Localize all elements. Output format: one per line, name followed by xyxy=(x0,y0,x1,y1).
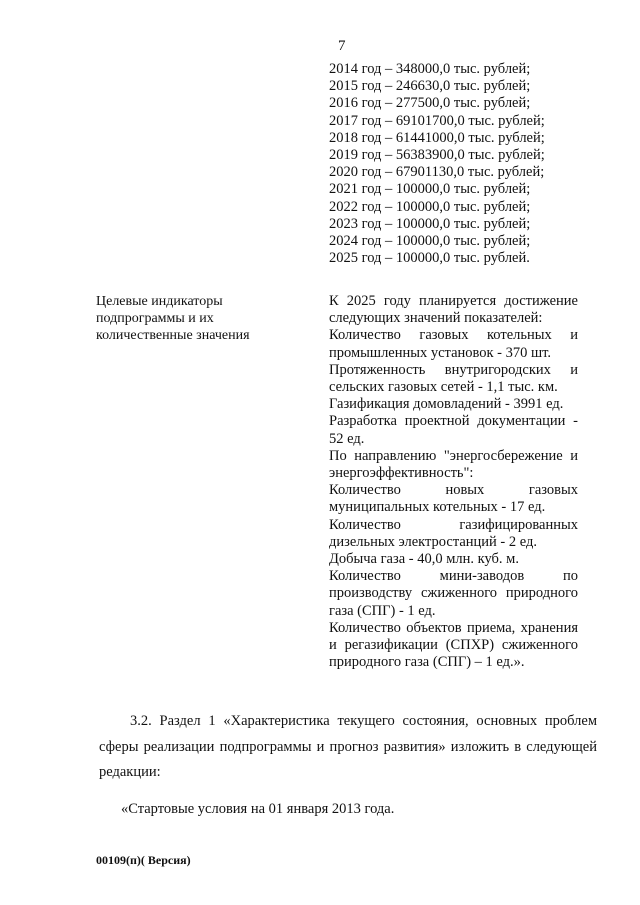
target-indicators-label: Целевые индикаторы подпрограммы и их количественные значения xyxy=(96,294,250,343)
funding-line-2015: 2015 год – 246630,0 тыс. рублей; xyxy=(329,78,531,95)
document-code: 00109(п)( Версия) xyxy=(96,853,191,867)
indicator-household-gasification: Газификация домовладений - 3991 ед. xyxy=(329,396,564,413)
funding-line-2021: 2021 год – 100000,0 тыс. рублей; xyxy=(329,181,531,198)
funding-line-2016: 2016 год – 277500,0 тыс. рублей; xyxy=(329,95,531,112)
paragraph-3-2: 3.2. Раздел 1 «Характеристика текущего состояния, основных проблем сферы реализации подпрограммы и прогноз развития» изложить в следующей редакции: xyxy=(99,713,597,780)
funding-line-2017: 2017 год – 69101700,0 тыс. рублей; xyxy=(329,112,545,129)
funding-line-2020: 2020 год – 67901130,0 тыс. рублей; xyxy=(329,164,545,181)
body-text xyxy=(99,709,597,822)
funding-line-2025: 2025 год – 100000,0 тыс. рублей. xyxy=(329,250,530,267)
funding-by-year-list xyxy=(329,61,545,267)
indicator-gas-production: Добыча газа - 40,0 млн. куб. м. xyxy=(329,551,519,568)
indicator-project-documentation: Разработка проектной документации - 52 ед. xyxy=(329,413,578,447)
funding-line-2018: 2018 год – 61441000,0 тыс. рублей; xyxy=(329,129,545,146)
indicator-lng-receiving-facilities: Количество объектов приема, хранения и регазификации (СПХР) сжиженного природного газа (СПГ) – 1 ед.». xyxy=(329,619,578,671)
indicator-gasified-diesel-stations: Количество газифицированных дизельных электростанций - 2 ед. xyxy=(329,516,578,550)
indicator-boilers-installations: Количество газовых котельных и промышленных установок - 370 шт. xyxy=(329,327,578,361)
indicator-lng-mini-plants: Количество мини-заводов по производству сжиженного природного газа (СПГ) - 1 ед. xyxy=(329,568,578,619)
funding-line-2023: 2023 год – 100000,0 тыс. рублей; xyxy=(329,215,531,232)
indicator-gas-networks-length: Протяженность внутригородских и сельских газовых сетей - 1,1 тыс. км. xyxy=(329,361,578,396)
funding-line-2024: 2024 год – 100000,0 тыс. рублей; xyxy=(329,233,531,250)
target-indicators-list xyxy=(329,293,578,671)
funding-line-2014: 2014 год – 348000,0 тыс. рублей; xyxy=(329,61,531,77)
indicator-energy-saving-heading: По направлению "энергосбережение и энергоэффективность": xyxy=(329,447,578,482)
funding-line-2022: 2022 год – 100000,0 тыс. рублей; xyxy=(329,198,531,215)
indicator-new-municipal-boilers: Количество новых газовых муниципальных котельных - 17 ед. xyxy=(329,482,578,516)
funding-line-2019: 2019 год – 56383900,0 тыс. рублей; xyxy=(329,147,545,164)
indicator-intro: К 2025 году планируется достижение следующих значений показателей: xyxy=(329,293,578,327)
starting-conditions-heading: «Стартовые условия на 01 января 2013 года. xyxy=(121,800,395,817)
page-number: 7 xyxy=(338,38,346,54)
